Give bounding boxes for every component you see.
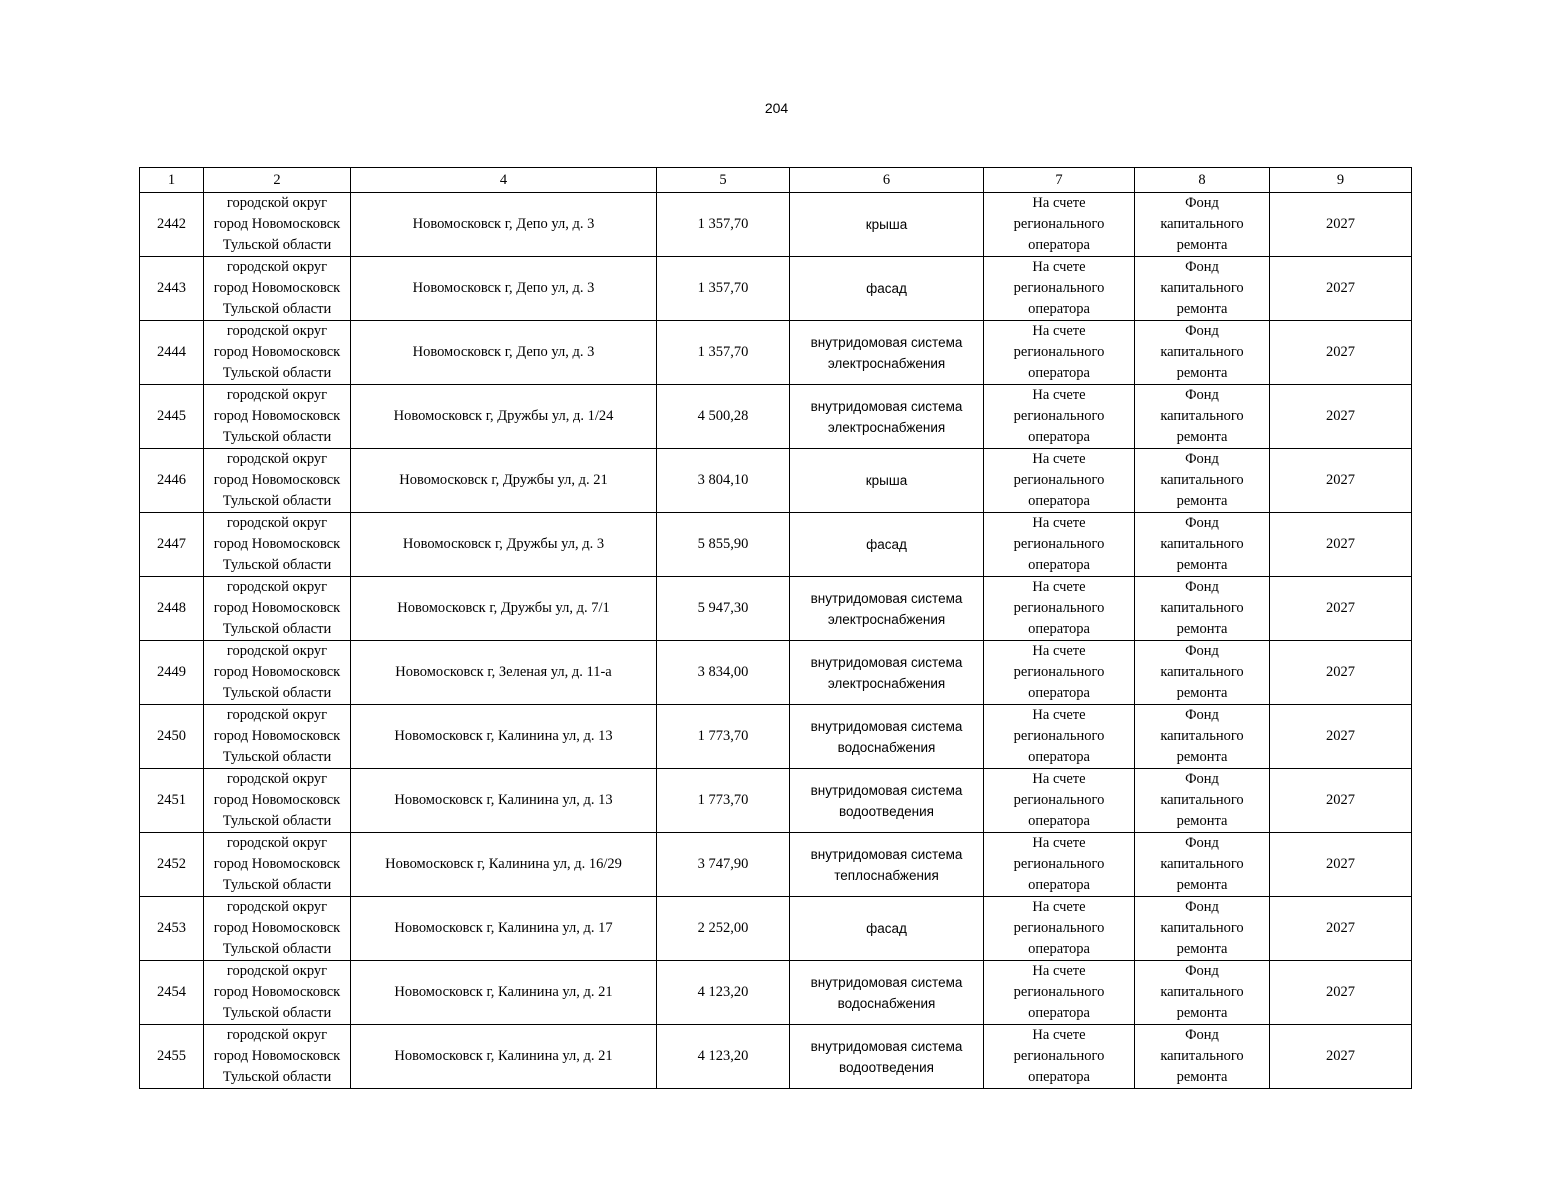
- cell-account-line: оператора: [1028, 557, 1090, 573]
- cell-fund-line: капитального: [1160, 664, 1244, 680]
- cell-account: [984, 705, 1135, 769]
- cell-municipality: [204, 385, 351, 449]
- table-row: [140, 385, 1412, 449]
- cell-work-type-line: водоснабжения: [837, 739, 936, 755]
- cell-area: 1 773,70: [657, 769, 790, 833]
- cell-area: 5 947,30: [657, 577, 790, 641]
- cell-account-line: регионального: [1013, 472, 1105, 488]
- cell-fund-line: капитального: [1160, 216, 1244, 232]
- cell-account-line: оператора: [1028, 1069, 1090, 1085]
- cell-work-type-line: внутридомовая система: [810, 718, 963, 734]
- cell-municipality: [204, 641, 351, 705]
- cell-number: 2444: [140, 321, 204, 385]
- cell-municipality-line: Тульской области: [222, 813, 332, 829]
- cell-address: Новомосковск г, Калинина ул, д. 13: [351, 705, 657, 769]
- cell-account-line: регионального: [1013, 1048, 1105, 1064]
- cell-work-type-line: крыша: [865, 473, 908, 488]
- column-header: 4: [351, 168, 657, 193]
- cell-fund-line: Фонд: [1185, 643, 1219, 659]
- cell-fund-line: ремонта: [1176, 749, 1228, 765]
- cell-number: 2454: [140, 961, 204, 1025]
- cell-number: 2452: [140, 833, 204, 897]
- cell-account-line: оператора: [1028, 813, 1090, 829]
- cell-account-line: регионального: [1013, 856, 1105, 872]
- cell-area: 1 357,70: [657, 321, 790, 385]
- cell-work-type: [790, 769, 984, 833]
- cell-account-line: регионального: [1013, 408, 1105, 424]
- cell-area: 4 500,28: [657, 385, 790, 449]
- cell-work-type: [790, 385, 984, 449]
- cell-municipality-line: городской округ: [226, 899, 328, 915]
- cell-account-line: оператора: [1028, 941, 1090, 957]
- cell-fund-line: капитального: [1160, 600, 1244, 616]
- cell-work-type-line: теплоснабжения: [834, 867, 939, 883]
- cell-fund: [1135, 897, 1270, 961]
- cell-work-type-line: внутридомовая система: [810, 1038, 963, 1054]
- table-row: [140, 321, 1412, 385]
- cell-municipality-line: город Новомосковск: [213, 728, 341, 744]
- cell-municipality-line: Тульской области: [222, 237, 332, 253]
- cell-municipality-line: Тульской области: [222, 685, 332, 701]
- cell-account: [984, 833, 1135, 897]
- cell-work-type: [790, 1025, 984, 1089]
- cell-year: 2027: [1270, 705, 1412, 769]
- page-number: 204: [764, 100, 789, 116]
- cell-municipality-line: городской округ: [226, 195, 328, 211]
- cell-municipality: [204, 769, 351, 833]
- cell-area: 3 804,10: [657, 449, 790, 513]
- cell-account-line: оператора: [1028, 301, 1090, 317]
- cell-work-type-line: электроснабжения: [827, 675, 946, 691]
- cell-account-line: оператора: [1028, 877, 1090, 893]
- cell-work-type: [790, 641, 984, 705]
- cell-municipality-line: городской округ: [226, 387, 328, 403]
- cell-number: 2450: [140, 705, 204, 769]
- cell-fund: [1135, 577, 1270, 641]
- cell-area: 5 855,90: [657, 513, 790, 577]
- repair-register-table: [139, 167, 1412, 1089]
- cell-municipality: [204, 193, 351, 257]
- cell-year: 2027: [1270, 257, 1412, 321]
- cell-work-type: [790, 193, 984, 257]
- cell-account-line: На счете: [1032, 963, 1086, 979]
- cell-account: [984, 513, 1135, 577]
- cell-fund-line: Фонд: [1185, 1027, 1219, 1043]
- cell-municipality-line: город Новомосковск: [213, 984, 341, 1000]
- cell-number: 2445: [140, 385, 204, 449]
- cell-number: 2446: [140, 449, 204, 513]
- cell-municipality-line: Тульской области: [222, 429, 332, 445]
- cell-account-line: На счете: [1032, 707, 1086, 723]
- cell-municipality-line: город Новомосковск: [213, 920, 341, 936]
- cell-account-line: оператора: [1028, 685, 1090, 701]
- column-header: 9: [1270, 168, 1412, 193]
- cell-account-line: На счете: [1032, 195, 1086, 211]
- header-row: [140, 168, 1412, 193]
- table-row: [140, 641, 1412, 705]
- cell-address: Новомосковск г, Калинина ул, д. 17: [351, 897, 657, 961]
- cell-number: 2447: [140, 513, 204, 577]
- cell-account: [984, 449, 1135, 513]
- cell-work-type-line: водоотведения: [839, 1059, 934, 1075]
- cell-area: 4 123,20: [657, 1025, 790, 1089]
- cell-municipality: [204, 449, 351, 513]
- cell-area: 3 834,00: [657, 641, 790, 705]
- cell-number: 2448: [140, 577, 204, 641]
- cell-municipality-line: городской округ: [226, 451, 328, 467]
- cell-municipality-line: городской округ: [226, 323, 328, 339]
- cell-municipality-line: Тульской области: [222, 621, 332, 637]
- cell-work-type-line: внутридомовая система: [810, 590, 963, 606]
- table-row: [140, 577, 1412, 641]
- cell-municipality-line: город Новомосковск: [213, 216, 341, 232]
- cell-work-type-line: внутридомовая система: [810, 782, 963, 798]
- cell-fund: [1135, 1025, 1270, 1089]
- column-header: 2: [204, 168, 351, 193]
- cell-municipality-line: город Новомосковск: [213, 600, 341, 616]
- cell-fund-line: ремонта: [1176, 493, 1228, 509]
- cell-work-type: [790, 705, 984, 769]
- cell-account-line: На счете: [1032, 515, 1086, 531]
- cell-fund: [1135, 513, 1270, 577]
- cell-number: 2451: [140, 769, 204, 833]
- cell-account-line: регионального: [1013, 984, 1105, 1000]
- table-row: [140, 449, 1412, 513]
- cell-fund-line: Фонд: [1185, 451, 1219, 467]
- cell-municipality-line: Тульской области: [222, 749, 332, 765]
- cell-number: 2455: [140, 1025, 204, 1089]
- cell-address: Новомосковск г, Калинина ул, д. 16/29: [351, 833, 657, 897]
- cell-municipality-line: Тульской области: [222, 941, 332, 957]
- cell-account-line: На счете: [1032, 1027, 1086, 1043]
- cell-fund-line: капитального: [1160, 1048, 1244, 1064]
- table-row: [140, 193, 1412, 257]
- cell-account-line: регионального: [1013, 216, 1105, 232]
- cell-number: 2443: [140, 257, 204, 321]
- cell-work-type: [790, 513, 984, 577]
- cell-year: 2027: [1270, 897, 1412, 961]
- column-header: 1: [140, 168, 204, 193]
- cell-year: 2027: [1270, 449, 1412, 513]
- column-header: 6: [790, 168, 984, 193]
- cell-account-line: регионального: [1013, 792, 1105, 808]
- cell-municipality-line: Тульской области: [222, 1069, 332, 1085]
- cell-municipality-line: городской округ: [226, 579, 328, 595]
- cell-year: 2027: [1270, 321, 1412, 385]
- cell-fund-line: ремонта: [1176, 813, 1228, 829]
- cell-account-line: оператора: [1028, 1005, 1090, 1021]
- cell-municipality-line: город Новомосковск: [213, 664, 341, 680]
- cell-area: 1 773,70: [657, 705, 790, 769]
- column-header: 8: [1135, 168, 1270, 193]
- table-row: [140, 705, 1412, 769]
- cell-fund-line: Фонд: [1185, 835, 1219, 851]
- cell-municipality-line: город Новомосковск: [213, 856, 341, 872]
- cell-account-line: регионального: [1013, 344, 1105, 360]
- table-header: [140, 168, 1412, 193]
- cell-account: [984, 769, 1135, 833]
- cell-year: 2027: [1270, 385, 1412, 449]
- cell-municipality-line: городской округ: [226, 643, 328, 659]
- cell-address: Новомосковск г, Дружбы ул, д. 3: [351, 513, 657, 577]
- cell-municipality: [204, 513, 351, 577]
- cell-work-type-line: крыша: [865, 217, 908, 232]
- cell-address: Новомосковск г, Депо ул, д. 3: [351, 257, 657, 321]
- cell-municipality-line: городской округ: [226, 259, 328, 275]
- cell-work-type-line: внутридомовая система: [810, 398, 963, 414]
- cell-fund-line: капитального: [1160, 920, 1244, 936]
- cell-work-type-line: внутридомовая система: [810, 334, 963, 350]
- cell-work-type: [790, 257, 984, 321]
- cell-fund-line: ремонта: [1176, 365, 1228, 381]
- cell-fund: [1135, 641, 1270, 705]
- cell-fund: [1135, 961, 1270, 1025]
- cell-address: Новомосковск г, Депо ул, д. 3: [351, 193, 657, 257]
- cell-fund-line: ремонта: [1176, 429, 1228, 445]
- cell-account-line: На счете: [1032, 899, 1086, 915]
- cell-fund-line: ремонта: [1176, 621, 1228, 637]
- column-header: 7: [984, 168, 1135, 193]
- cell-year: 2027: [1270, 513, 1412, 577]
- cell-fund-line: Фонд: [1185, 387, 1219, 403]
- cell-fund-line: капитального: [1160, 280, 1244, 296]
- cell-account: [984, 321, 1135, 385]
- cell-account-line: На счете: [1032, 323, 1086, 339]
- cell-area: 4 123,20: [657, 961, 790, 1025]
- cell-work-type-line: электроснабжения: [827, 419, 946, 435]
- cell-account: [984, 577, 1135, 641]
- cell-year: 2027: [1270, 193, 1412, 257]
- cell-account-line: оператора: [1028, 429, 1090, 445]
- cell-fund-line: ремонта: [1176, 301, 1228, 317]
- cell-municipality-line: Тульской области: [222, 365, 332, 381]
- cell-municipality-line: город Новомосковск: [213, 280, 341, 296]
- cell-account-line: регионального: [1013, 280, 1105, 296]
- cell-municipality-line: город Новомосковск: [213, 472, 341, 488]
- cell-fund-line: ремонта: [1176, 877, 1228, 893]
- cell-account: [984, 257, 1135, 321]
- cell-address: Новомосковск г, Калинина ул, д. 21: [351, 961, 657, 1025]
- cell-fund-line: ремонта: [1176, 237, 1228, 253]
- cell-fund-line: ремонта: [1176, 1069, 1228, 1085]
- cell-municipality-line: город Новомосковск: [213, 792, 341, 808]
- cell-account-line: оператора: [1028, 237, 1090, 253]
- cell-address: Новомосковск г, Дружбы ул, д. 1/24: [351, 385, 657, 449]
- cell-work-type-line: внутридомовая система: [810, 974, 963, 990]
- cell-account-line: На счете: [1032, 835, 1086, 851]
- cell-account-line: На счете: [1032, 643, 1086, 659]
- cell-municipality-line: город Новомосковск: [213, 536, 341, 552]
- cell-fund-line: Фонд: [1185, 323, 1219, 339]
- table-row: [140, 961, 1412, 1025]
- cell-number: 2453: [140, 897, 204, 961]
- cell-account-line: регионального: [1013, 664, 1105, 680]
- cell-municipality: [204, 577, 351, 641]
- cell-fund-line: капитального: [1160, 472, 1244, 488]
- cell-fund-line: капитального: [1160, 728, 1244, 744]
- cell-fund-line: Фонд: [1185, 771, 1219, 787]
- cell-work-type: [790, 321, 984, 385]
- cell-municipality-line: городской округ: [226, 707, 328, 723]
- cell-area: 2 252,00: [657, 897, 790, 961]
- cell-work-type: [790, 833, 984, 897]
- cell-fund-line: Фонд: [1185, 963, 1219, 979]
- cell-year: 2027: [1270, 1025, 1412, 1089]
- cell-work-type-line: внутридомовая система: [810, 846, 963, 862]
- cell-municipality-line: Тульской области: [222, 557, 332, 573]
- cell-fund: [1135, 449, 1270, 513]
- cell-account-line: На счете: [1032, 771, 1086, 787]
- cell-account: [984, 961, 1135, 1025]
- cell-fund: [1135, 257, 1270, 321]
- cell-municipality: [204, 897, 351, 961]
- cell-municipality: [204, 833, 351, 897]
- cell-number: 2449: [140, 641, 204, 705]
- cell-address: Новомосковск г, Калинина ул, д. 21: [351, 1025, 657, 1089]
- cell-fund-line: капитального: [1160, 344, 1244, 360]
- cell-area: 1 357,70: [657, 257, 790, 321]
- cell-fund-line: Фонд: [1185, 195, 1219, 211]
- cell-work-type-line: водоотведения: [839, 803, 934, 819]
- cell-account-line: регионального: [1013, 600, 1105, 616]
- cell-work-type-line: электроснабжения: [827, 611, 946, 627]
- table-body: [140, 193, 1412, 1089]
- cell-municipality-line: Тульской области: [222, 877, 332, 893]
- cell-fund: [1135, 769, 1270, 833]
- cell-work-type-line: внутридомовая система: [810, 654, 963, 670]
- cell-account-line: На счете: [1032, 451, 1086, 467]
- cell-address: Новомосковск г, Калинина ул, д. 13: [351, 769, 657, 833]
- cell-account-line: оператора: [1028, 621, 1090, 637]
- cell-municipality: [204, 1025, 351, 1089]
- cell-address: Новомосковск г, Зеленая ул, д. 11-а: [351, 641, 657, 705]
- cell-municipality-line: Тульской области: [222, 493, 332, 509]
- cell-fund-line: капитального: [1160, 984, 1244, 1000]
- cell-account: [984, 641, 1135, 705]
- cell-fund-line: капитального: [1160, 856, 1244, 872]
- cell-municipality-line: городской округ: [226, 515, 328, 531]
- cell-account-line: регионального: [1013, 728, 1105, 744]
- cell-work-type: [790, 961, 984, 1025]
- cell-municipality-line: город Новомосковск: [213, 408, 341, 424]
- cell-account-line: На счете: [1032, 579, 1086, 595]
- cell-year: 2027: [1270, 833, 1412, 897]
- cell-year: 2027: [1270, 961, 1412, 1025]
- cell-municipality-line: город Новомосковск: [213, 1048, 341, 1064]
- cell-fund-line: ремонта: [1176, 685, 1228, 701]
- cell-fund-line: ремонта: [1176, 1005, 1228, 1021]
- cell-work-type: [790, 449, 984, 513]
- cell-fund-line: Фонд: [1185, 579, 1219, 595]
- table-row: [140, 513, 1412, 577]
- cell-account-line: регионального: [1013, 536, 1105, 552]
- cell-municipality: [204, 705, 351, 769]
- column-header: 5: [657, 168, 790, 193]
- cell-address: Новомосковск г, Дружбы ул, д. 7/1: [351, 577, 657, 641]
- cell-municipality-line: Тульской области: [222, 1005, 332, 1021]
- cell-fund-line: капитального: [1160, 792, 1244, 808]
- cell-fund: [1135, 193, 1270, 257]
- cell-fund-line: Фонд: [1185, 515, 1219, 531]
- cell-account: [984, 193, 1135, 257]
- cell-municipality-line: городской округ: [226, 771, 328, 787]
- cell-account: [984, 385, 1135, 449]
- cell-fund-line: Фонд: [1185, 899, 1219, 915]
- cell-account-line: регионального: [1013, 920, 1105, 936]
- cell-fund: [1135, 321, 1270, 385]
- cell-fund-line: Фонд: [1185, 259, 1219, 275]
- table-row: [140, 769, 1412, 833]
- cell-address: Новомосковск г, Депо ул, д. 3: [351, 321, 657, 385]
- cell-area: 1 357,70: [657, 193, 790, 257]
- cell-municipality-line: Тульской области: [222, 301, 332, 317]
- cell-work-type: [790, 577, 984, 641]
- cell-fund-line: капитального: [1160, 408, 1244, 424]
- cell-municipality: [204, 257, 351, 321]
- table-row: [140, 833, 1412, 897]
- cell-work-type-line: фасад: [866, 921, 907, 936]
- cell-municipality-line: городской округ: [226, 1027, 328, 1043]
- cell-municipality: [204, 321, 351, 385]
- cell-number: 2442: [140, 193, 204, 257]
- cell-fund: [1135, 833, 1270, 897]
- cell-work-type-line: электроснабжения: [827, 355, 946, 371]
- cell-year: 2027: [1270, 769, 1412, 833]
- cell-municipality: [204, 961, 351, 1025]
- cell-work-type: [790, 897, 984, 961]
- cell-work-type-line: фасад: [866, 281, 907, 296]
- cell-fund-line: ремонта: [1176, 941, 1228, 957]
- cell-year: 2027: [1270, 641, 1412, 705]
- cell-municipality-line: городской округ: [226, 835, 328, 851]
- cell-account-line: оператора: [1028, 493, 1090, 509]
- cell-work-type-line: фасад: [866, 537, 907, 552]
- cell-account-line: оператора: [1028, 365, 1090, 381]
- cell-municipality-line: город Новомосковск: [213, 344, 341, 360]
- table-row: [140, 897, 1412, 961]
- cell-address: Новомосковск г, Дружбы ул, д. 21: [351, 449, 657, 513]
- cell-account: [984, 897, 1135, 961]
- cell-work-type-line: водоснабжения: [837, 995, 936, 1011]
- table-row: [140, 1025, 1412, 1089]
- cell-fund-line: капитального: [1160, 536, 1244, 552]
- cell-area: 3 747,90: [657, 833, 790, 897]
- cell-fund-line: ремонта: [1176, 557, 1228, 573]
- cell-municipality-line: городской округ: [226, 963, 328, 979]
- cell-fund-line: Фонд: [1185, 707, 1219, 723]
- cell-account: [984, 1025, 1135, 1089]
- cell-year: 2027: [1270, 577, 1412, 641]
- cell-account-line: На счете: [1032, 387, 1086, 403]
- table-row: [140, 257, 1412, 321]
- cell-fund: [1135, 385, 1270, 449]
- cell-account-line: оператора: [1028, 749, 1090, 765]
- cell-fund: [1135, 705, 1270, 769]
- cell-account-line: На счете: [1032, 259, 1086, 275]
